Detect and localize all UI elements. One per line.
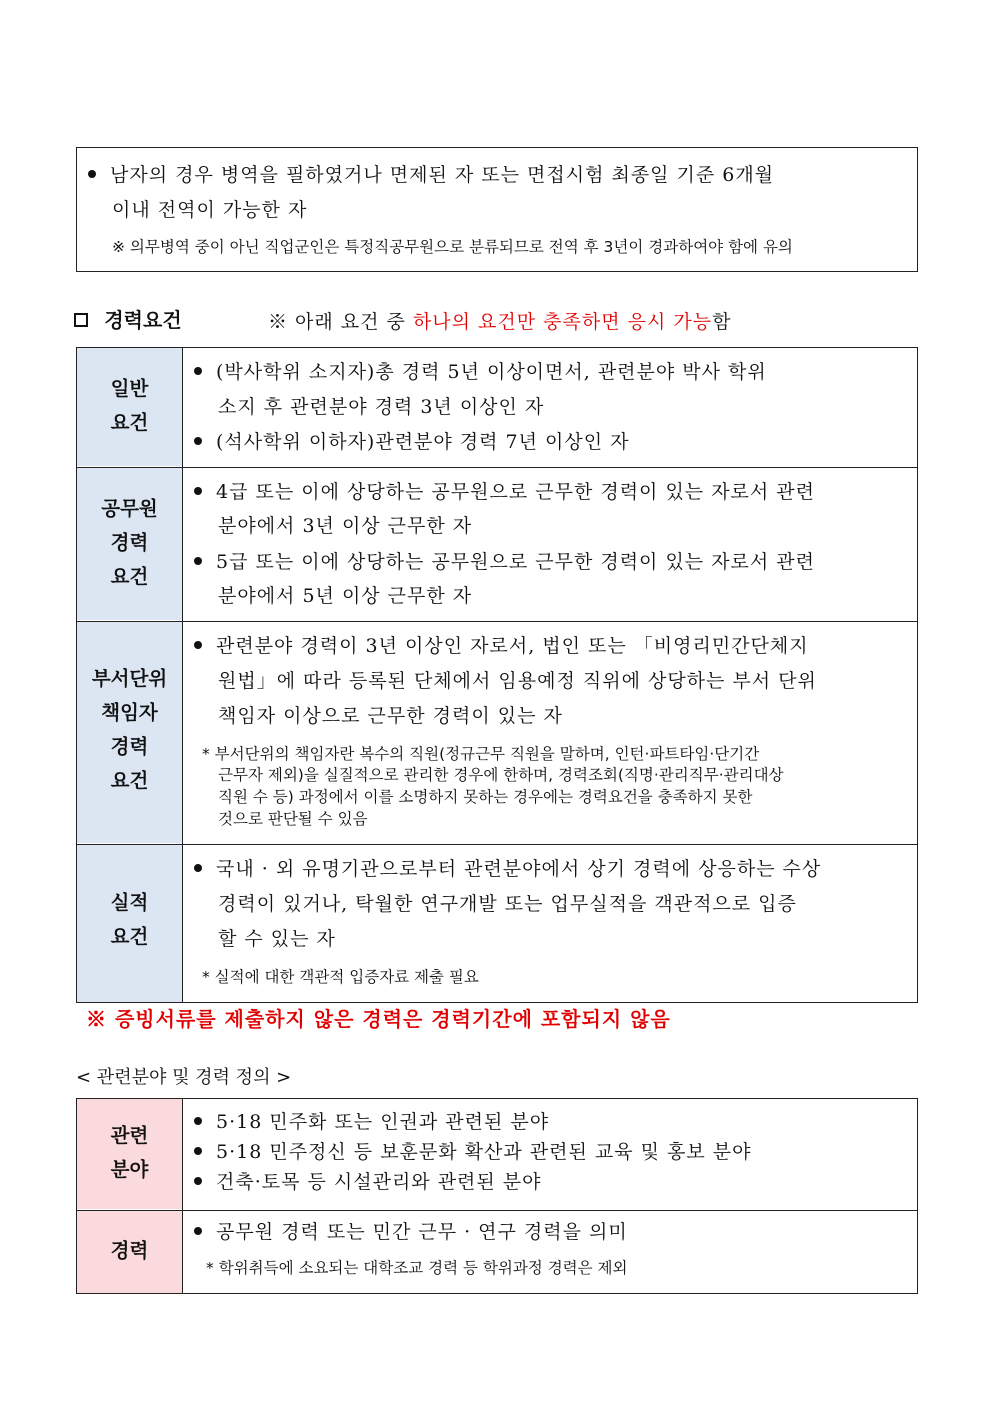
bullet-icon <box>194 437 202 445</box>
definition-head-career <box>77 1234 182 1268</box>
bullet-text: 관련분야 경력이 3년 이상인 자로서, 법인 또는 「비영리민간단체지 <box>216 635 809 657</box>
bullet-icon <box>194 864 202 872</box>
career-head-public <box>77 492 182 594</box>
head-line: 책임자 <box>101 701 158 724</box>
bullet-text: (박사학위 소지자)총 경력 5년 이상이면서, 관련분야 박사 학위 <box>216 361 767 383</box>
public-bullet-2 <box>194 545 815 579</box>
career-section-title: 경력요건 <box>104 308 182 332</box>
manager-note-line1: * 부서단위의 책임자란 복수의 직원(정규근무 직원을 말하며, 인턴·파트타임·단기간 <box>202 745 760 763</box>
bullet-text: 4급 또는 이에 상당하는 공무원으로 근무한 경력이 있는 자로서 관련 <box>216 481 816 503</box>
head-line: 요건 <box>110 565 149 588</box>
achievement-bullet-1 <box>194 852 821 886</box>
public-bullet-1 <box>194 475 815 509</box>
definition-title: < 관련분야 및 경력 정의 > <box>76 1067 292 1088</box>
field-bullet-2 <box>194 1137 751 1167</box>
military-text-line2: 이내 전역이 가능한 자 <box>112 199 308 221</box>
bullet-icon <box>194 487 202 495</box>
definition-head-field <box>77 1119 182 1187</box>
bullet-icon <box>194 367 202 375</box>
head-line: 일반 <box>110 377 149 400</box>
career-notice-prefix: ※ 아래 요건 중 <box>268 311 413 333</box>
career-row-divider-1 <box>77 467 917 468</box>
manager-bullet-1 <box>194 629 809 663</box>
military-bullet <box>88 158 774 192</box>
definition-row-divider <box>77 1210 917 1211</box>
general-bullet-1-line2: 소지 후 관련분야 경력 3년 이상인 자 <box>218 396 545 418</box>
general-bullet-2 <box>194 425 629 459</box>
career-notice <box>268 307 731 337</box>
career-def-bullet <box>194 1217 628 1247</box>
bullet-icon <box>88 170 96 178</box>
achievement-bullet-1-line2: 경력이 있거나, 탁월한 연구개발 또는 업무실적을 객관적으로 입증 <box>218 893 797 915</box>
field-bullet-1 <box>194 1107 549 1137</box>
military-note: ※ 의무병역 중이 아닌 직업군인은 특정직공무원으로 분류되므로 전역 후 3년이 경과하여야 함에 유의 <box>112 238 793 256</box>
bullet-text: 국내 · 외 유명기관으로부터 관련분야에서 상기 경력에 상응하는 수상 <box>216 858 822 880</box>
head-line: 요건 <box>110 925 149 948</box>
achievement-bullet-1-line3: 할 수 있는 자 <box>218 928 336 950</box>
career-row-divider-3 <box>77 844 917 845</box>
career-notice-suffix: 함 <box>712 311 732 333</box>
achievement-note: * 실적에 대한 객관적 입증자료 제출 필요 <box>202 968 479 986</box>
military-text-line1: 남자의 경우 병역을 필하였거나 면제된 자 또는 면접시험 최종일 기준 6개월 <box>110 164 775 186</box>
head-line: 부서단위 <box>91 667 168 690</box>
public-bullet-1-line2: 분야에서 3년 이상 근무한 자 <box>218 515 473 537</box>
career-notice-highlight: 하나의 요건만 충족하면 응시 가능 <box>412 311 713 333</box>
bullet-text: 5급 또는 이에 상당하는 공무원으로 근무한 경력이 있는 자로서 관련 <box>216 551 816 573</box>
head-line: 공무원 <box>101 497 158 520</box>
career-row-divider-2 <box>77 621 917 622</box>
bullet-icon <box>194 1117 202 1125</box>
head-line: 경력 <box>110 1239 149 1262</box>
bullet-text: 5·18 민주정신 등 보훈문화 확산과 관련된 교육 및 홍보 분야 <box>216 1141 752 1163</box>
head-line: 실적 <box>110 891 149 914</box>
career-section-header <box>74 305 182 335</box>
bullet-icon <box>194 641 202 649</box>
bullet-icon <box>194 1147 202 1155</box>
career-head-general <box>77 372 182 440</box>
bullet-icon <box>194 1177 202 1185</box>
manager-note-line2: 근무자 제외)을 실질적으로 관리한 경우에 한하며, 경력조회(직명·관리직무·관리대상 <box>218 766 784 784</box>
public-bullet-2-line2: 분야에서 5년 이상 근무한 자 <box>218 585 473 607</box>
bullet-icon <box>194 557 202 565</box>
head-line: 요건 <box>110 411 149 434</box>
general-bullet-1 <box>194 355 767 389</box>
manager-note-line3: 직원 수 등) 과정에서 이를 소명하지 못하는 경우에는 경력요건을 충족하지 못한 <box>218 788 753 806</box>
head-line: 관련 <box>110 1124 149 1147</box>
manager-note-line4: 것으로 판단될 수 있음 <box>218 810 368 828</box>
definition-col-divider <box>182 1099 183 1293</box>
evidence-warning: ※ 증빙서류를 제출하지 않은 경력은 경력기간에 포함되지 않음 <box>86 1007 671 1031</box>
head-line: 경력 <box>110 531 149 554</box>
bullet-text: 건축·토목 등 시설관리와 관련된 분야 <box>216 1171 542 1193</box>
manager-bullet-1-line2: 원법」에 따라 등록된 단체에서 임용예정 직위에 상당하는 부서 단위 <box>218 670 817 692</box>
bullet-text: 5·18 민주화 또는 인권과 관련된 분야 <box>216 1111 550 1133</box>
bullet-icon <box>194 1227 202 1235</box>
field-bullet-3 <box>194 1167 542 1197</box>
checkbox-square-icon <box>74 313 88 327</box>
head-line: 분야 <box>110 1158 149 1181</box>
career-def-note: * 학위취득에 소요되는 대학조교 경력 등 학위과정 경력은 제외 <box>206 1259 628 1277</box>
manager-bullet-1-line3: 책임자 이상으로 근무한 경력이 있는 자 <box>218 705 563 727</box>
head-line: 경력 <box>110 735 149 758</box>
career-head-manager <box>77 662 182 798</box>
head-line: 요건 <box>110 769 149 792</box>
bullet-text: (석사학위 이하자)관련분야 경력 7년 이상인 자 <box>216 431 630 453</box>
career-col-divider <box>182 348 183 1002</box>
career-head-achievement <box>77 886 182 954</box>
bullet-text: 공무원 경력 또는 민간 근무 · 연구 경력을 의미 <box>216 1221 628 1243</box>
